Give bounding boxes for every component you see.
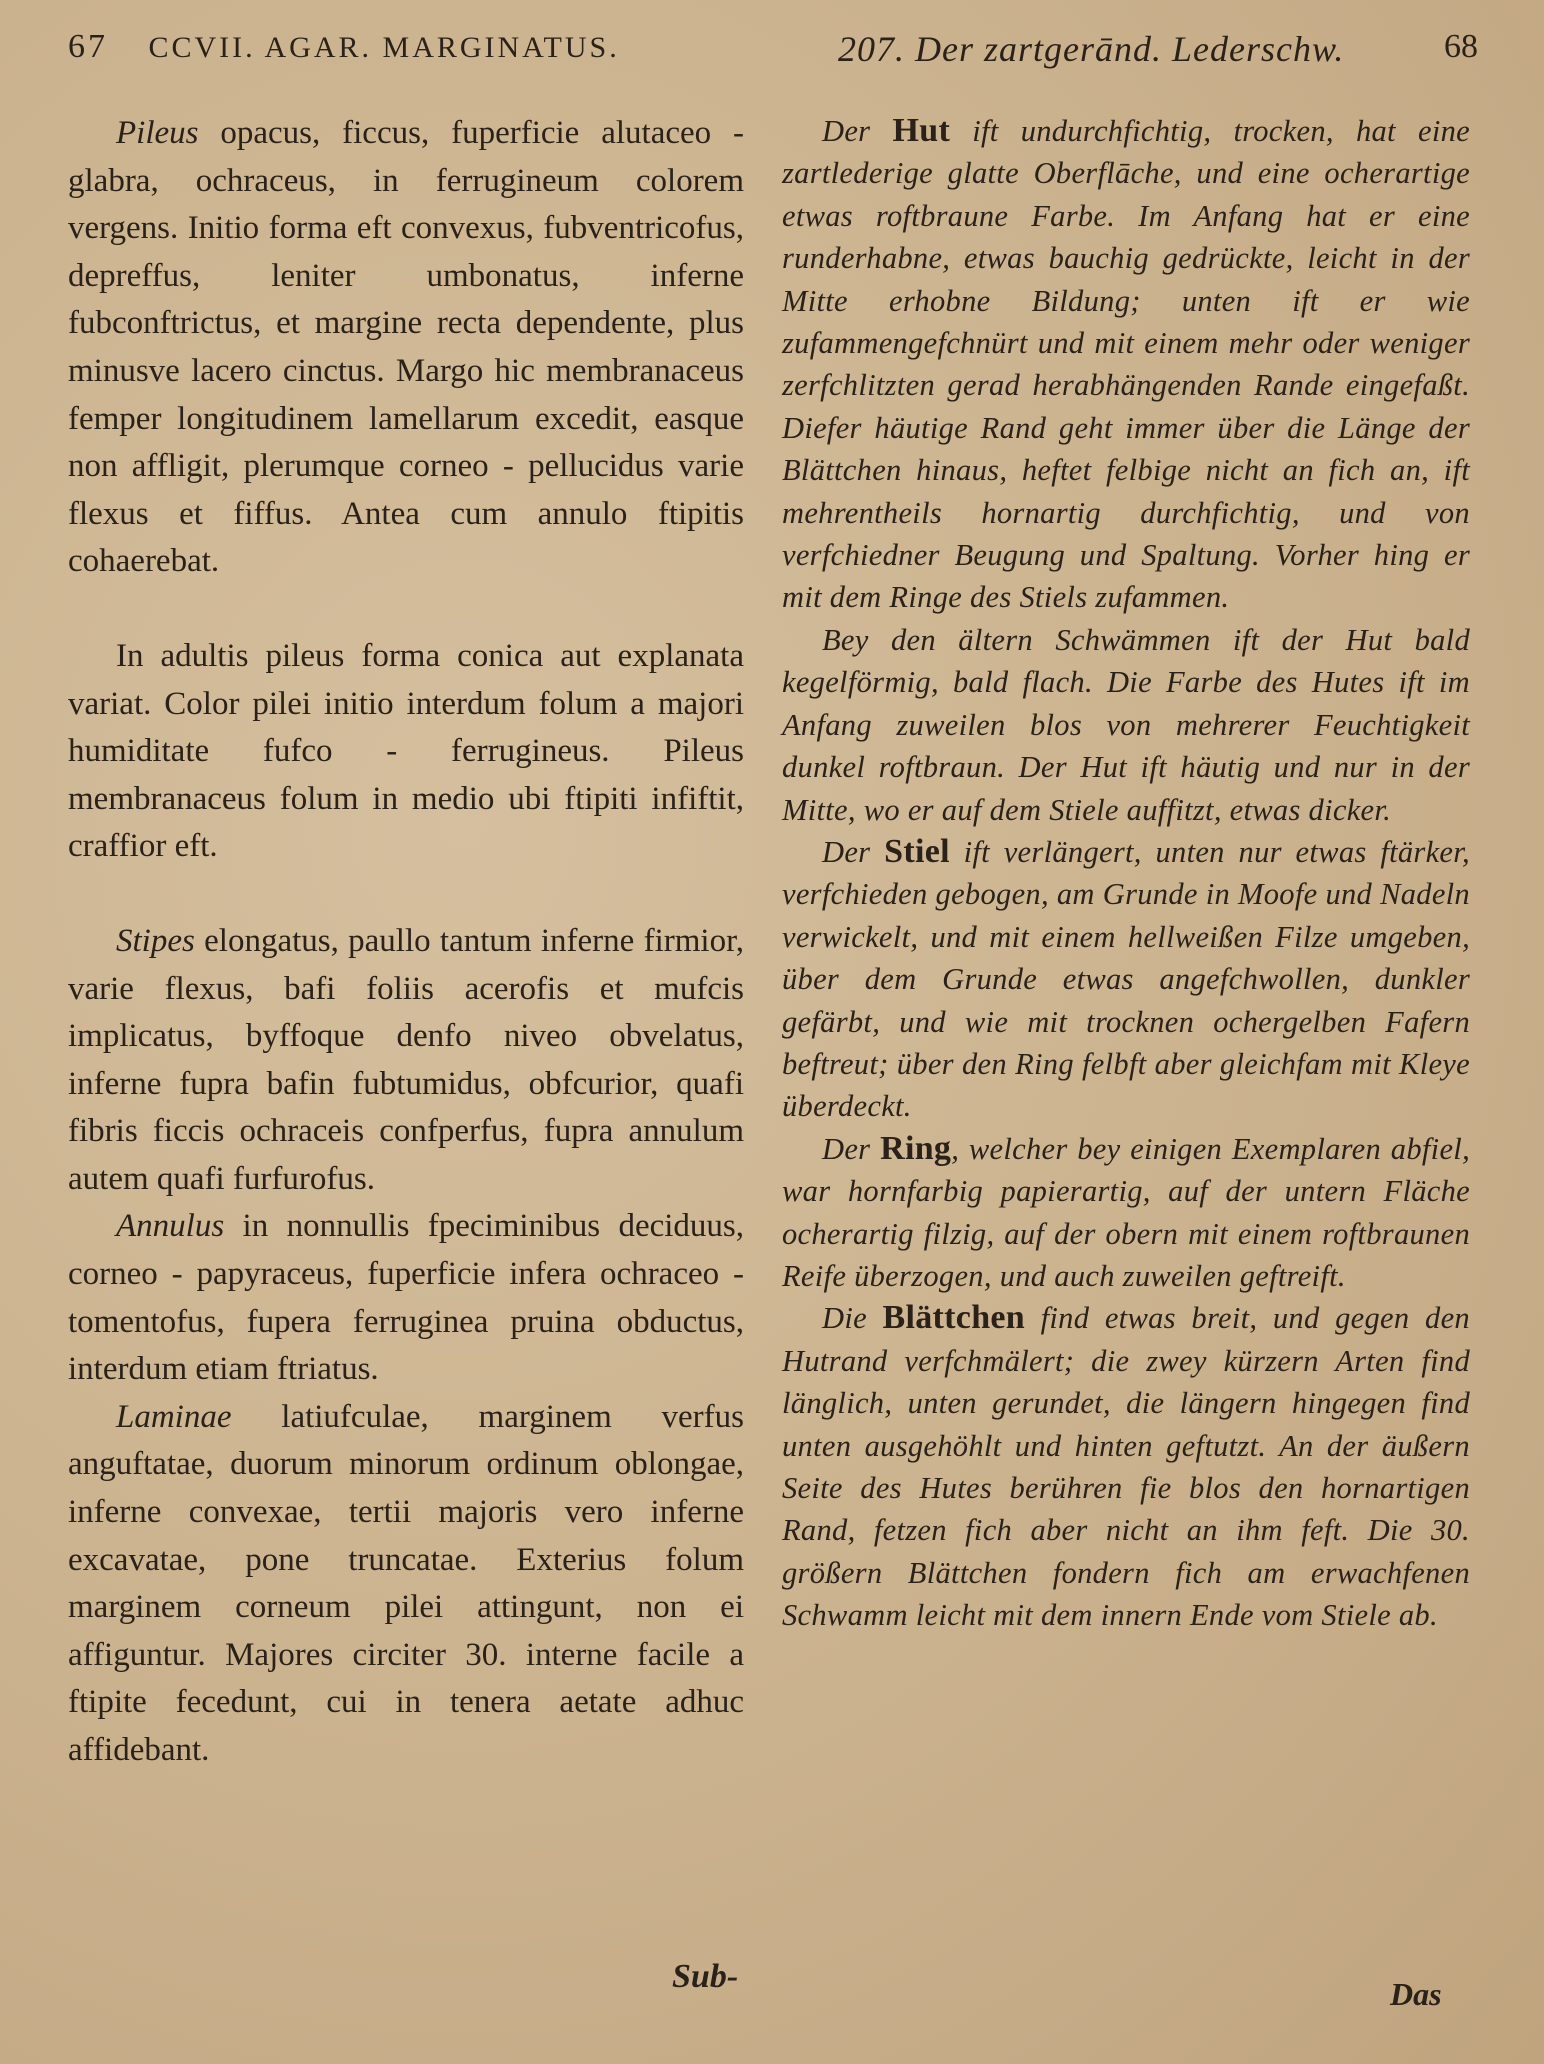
german-catchword: Das (1390, 1976, 1442, 2012)
german-term: Stiel (884, 832, 950, 870)
german-paragraph (782, 1297, 1470, 1636)
german-paragraph (782, 1128, 1470, 1298)
latin-term: Laminae (116, 1398, 232, 1435)
german-term: Blättchen (882, 1299, 1025, 1337)
german-text: ift undurchfichtig, trocken, hat eine zartlederige glatte Oberflāche, und eine ocherartige etwas roftbraune Farbe. Im Anfang hat er eine runderhabne, etwas bauchig gedrückte, leicht in der Mitte erhobne Bildung; unten ift er wie zufammengefchnürt und mit einem mehr oder weniger zerfchlitzten gerad herabhängenden Rande eingefaßt. Diefer häutige Rand geht immer über die Länge der Blättchen hinaus, heftet felbige nicht an fich an, ift mehrentheils hornartig durchfichtig, und von verfchiedner Beugung und Spaltung. Vorher hing er mit dem Ringe des Stiels zufammen. (782, 114, 1470, 615)
latin-text: latiufculae, marginem verfus anguftatae, duorum minorum ordinum oblongae, inferne convexae, tertii majoris vero inferne excavatae, pone truncatae. Exterius folum marginem corneum pilei attingunt, non ei affiguntur. Majores circiter 30. interne facile a ftipite fecedunt, cui in tenera aetate adhuc affidebant. (68, 1398, 744, 1768)
german-paragraph (782, 619, 1470, 831)
german-column (782, 110, 1470, 1637)
german-text: ift verlängert, unten nur etwas ftärker, verfchieden gebogen, am Grunde in Moofe und Nadeln verwickelt, und mit einem hellweißen Filze umgeben, über dem Grunde etwas angefchwollen, dunkler gefärbt, und wie mit trocknen ochergelben Fafern beftreut; über den Ring felbft aber gleichfam mit Kleye überdeckt. (782, 834, 1470, 1124)
right-running-title: 207. Der zartgerānd. Lederschw. (838, 29, 1345, 69)
german-term: Ring (880, 1129, 952, 1167)
latin-text: In adultis pileus forma conica aut explanata variat. Color pilei initio interdum folum a majori humiditate fufco - ferrugineus. Pileus membranaceus folum in medio ubi ftipiti infiftit, craffior eft. (68, 637, 744, 865)
latin-paragraph (68, 1203, 744, 1393)
latin-term: Annulus (116, 1208, 225, 1245)
german-term: Hut (892, 112, 951, 149)
latin-term: Pileus (116, 115, 199, 151)
latin-text: opacus, ficcus, fuperficie alutaceo - glabra, ochraceus, in ferrugineum colorem vergens. Initio forma eft convexus, fubventricofus, depreffus, leniter umbonatus, inferne fubconftrictus, et margine recta dependente, plus minusve lacero cinctus. Margo hic membranaceus femper longitudinem lamellarum excedit, easque non affligit, plerumque corneo - pellucidus varie flexus et fiffus. Antea cum annulo ftipitis cohaerebat. (68, 115, 745, 580)
latin-paragraph (68, 633, 744, 871)
german-text: , welcher bey einigen Exemplaren abfiel, war hornfarbig papierartig, auf der untern Fläche ocherartig filzig, auf der obern mit einem roftbraunen Reife überzogen, und auch zuweilen geftreift. (782, 1131, 1470, 1293)
german-text: Bey den ältern Schwämmen ift der Hut bald kegelförmig, bald flach. Die Farbe des Hutes ift im Anfang zuweilen blos von mehrerer Feuchtigkeit dunkel roftbraun. Der Hut ift häutig und nur in der Mitte, wo er auf dem Stiele auffitzt, etwas dicker. (782, 622, 1470, 827)
left-page-number: 67 (68, 28, 108, 65)
left-page-header (68, 28, 668, 78)
left-running-title: CCVII. AGAR. MARGINATUS. (148, 31, 620, 64)
right-page-number: 68 (1444, 28, 1478, 65)
latin-paragraph (68, 1394, 744, 1775)
german-text: Der (822, 834, 871, 869)
latin-catchword: Sub- (672, 1958, 739, 1995)
latin-term: Stipes (116, 922, 195, 959)
latin-paragraph (68, 110, 744, 586)
german-text: Die (822, 1301, 867, 1336)
latin-column (68, 110, 744, 1775)
german-paragraph (782, 110, 1470, 619)
latin-text: in nonnullis fpeciminibus deciduus, corneo - papyraceus, fuperficie infera ochraceo - tomentofus, fupera ferruginea pruina obductus, interdum etiam ftriatus. (68, 1208, 745, 1388)
german-text: find etwas breit, und gegen den Hutrand verfchmälert; die zwey kürzern Arten find länglich, unten gerundet, die längern hingegen find unten ausgehöhlt und hinten geftutzt. An der äußern Seite des Hutes berühren fie blos den hornartigen Rand, fetzen fich aber nicht an ihm feft. Die 30. größern Blättchen fondern fich am erwachfenen Schwamm leicht mit dem innern Ende vom Stiele ab. (782, 1301, 1470, 1633)
latin-text: elongatus, paullo tantum inferne firmior, varie flexus, bafi foliis acerofis et mufcis implicatus, byffoque denfo niveo obvelatus, inferne fupra bafin fubtumidus, obfcurior, quafi fibris ficcis ochraceis confperfus, fupra annulum autem quafi furfurofus. (68, 922, 745, 1197)
german-text: Der (822, 114, 871, 148)
right-page-header (838, 28, 1478, 78)
german-paragraph (782, 831, 1470, 1128)
german-text: Der (822, 1131, 871, 1166)
latin-paragraph (68, 918, 744, 1204)
